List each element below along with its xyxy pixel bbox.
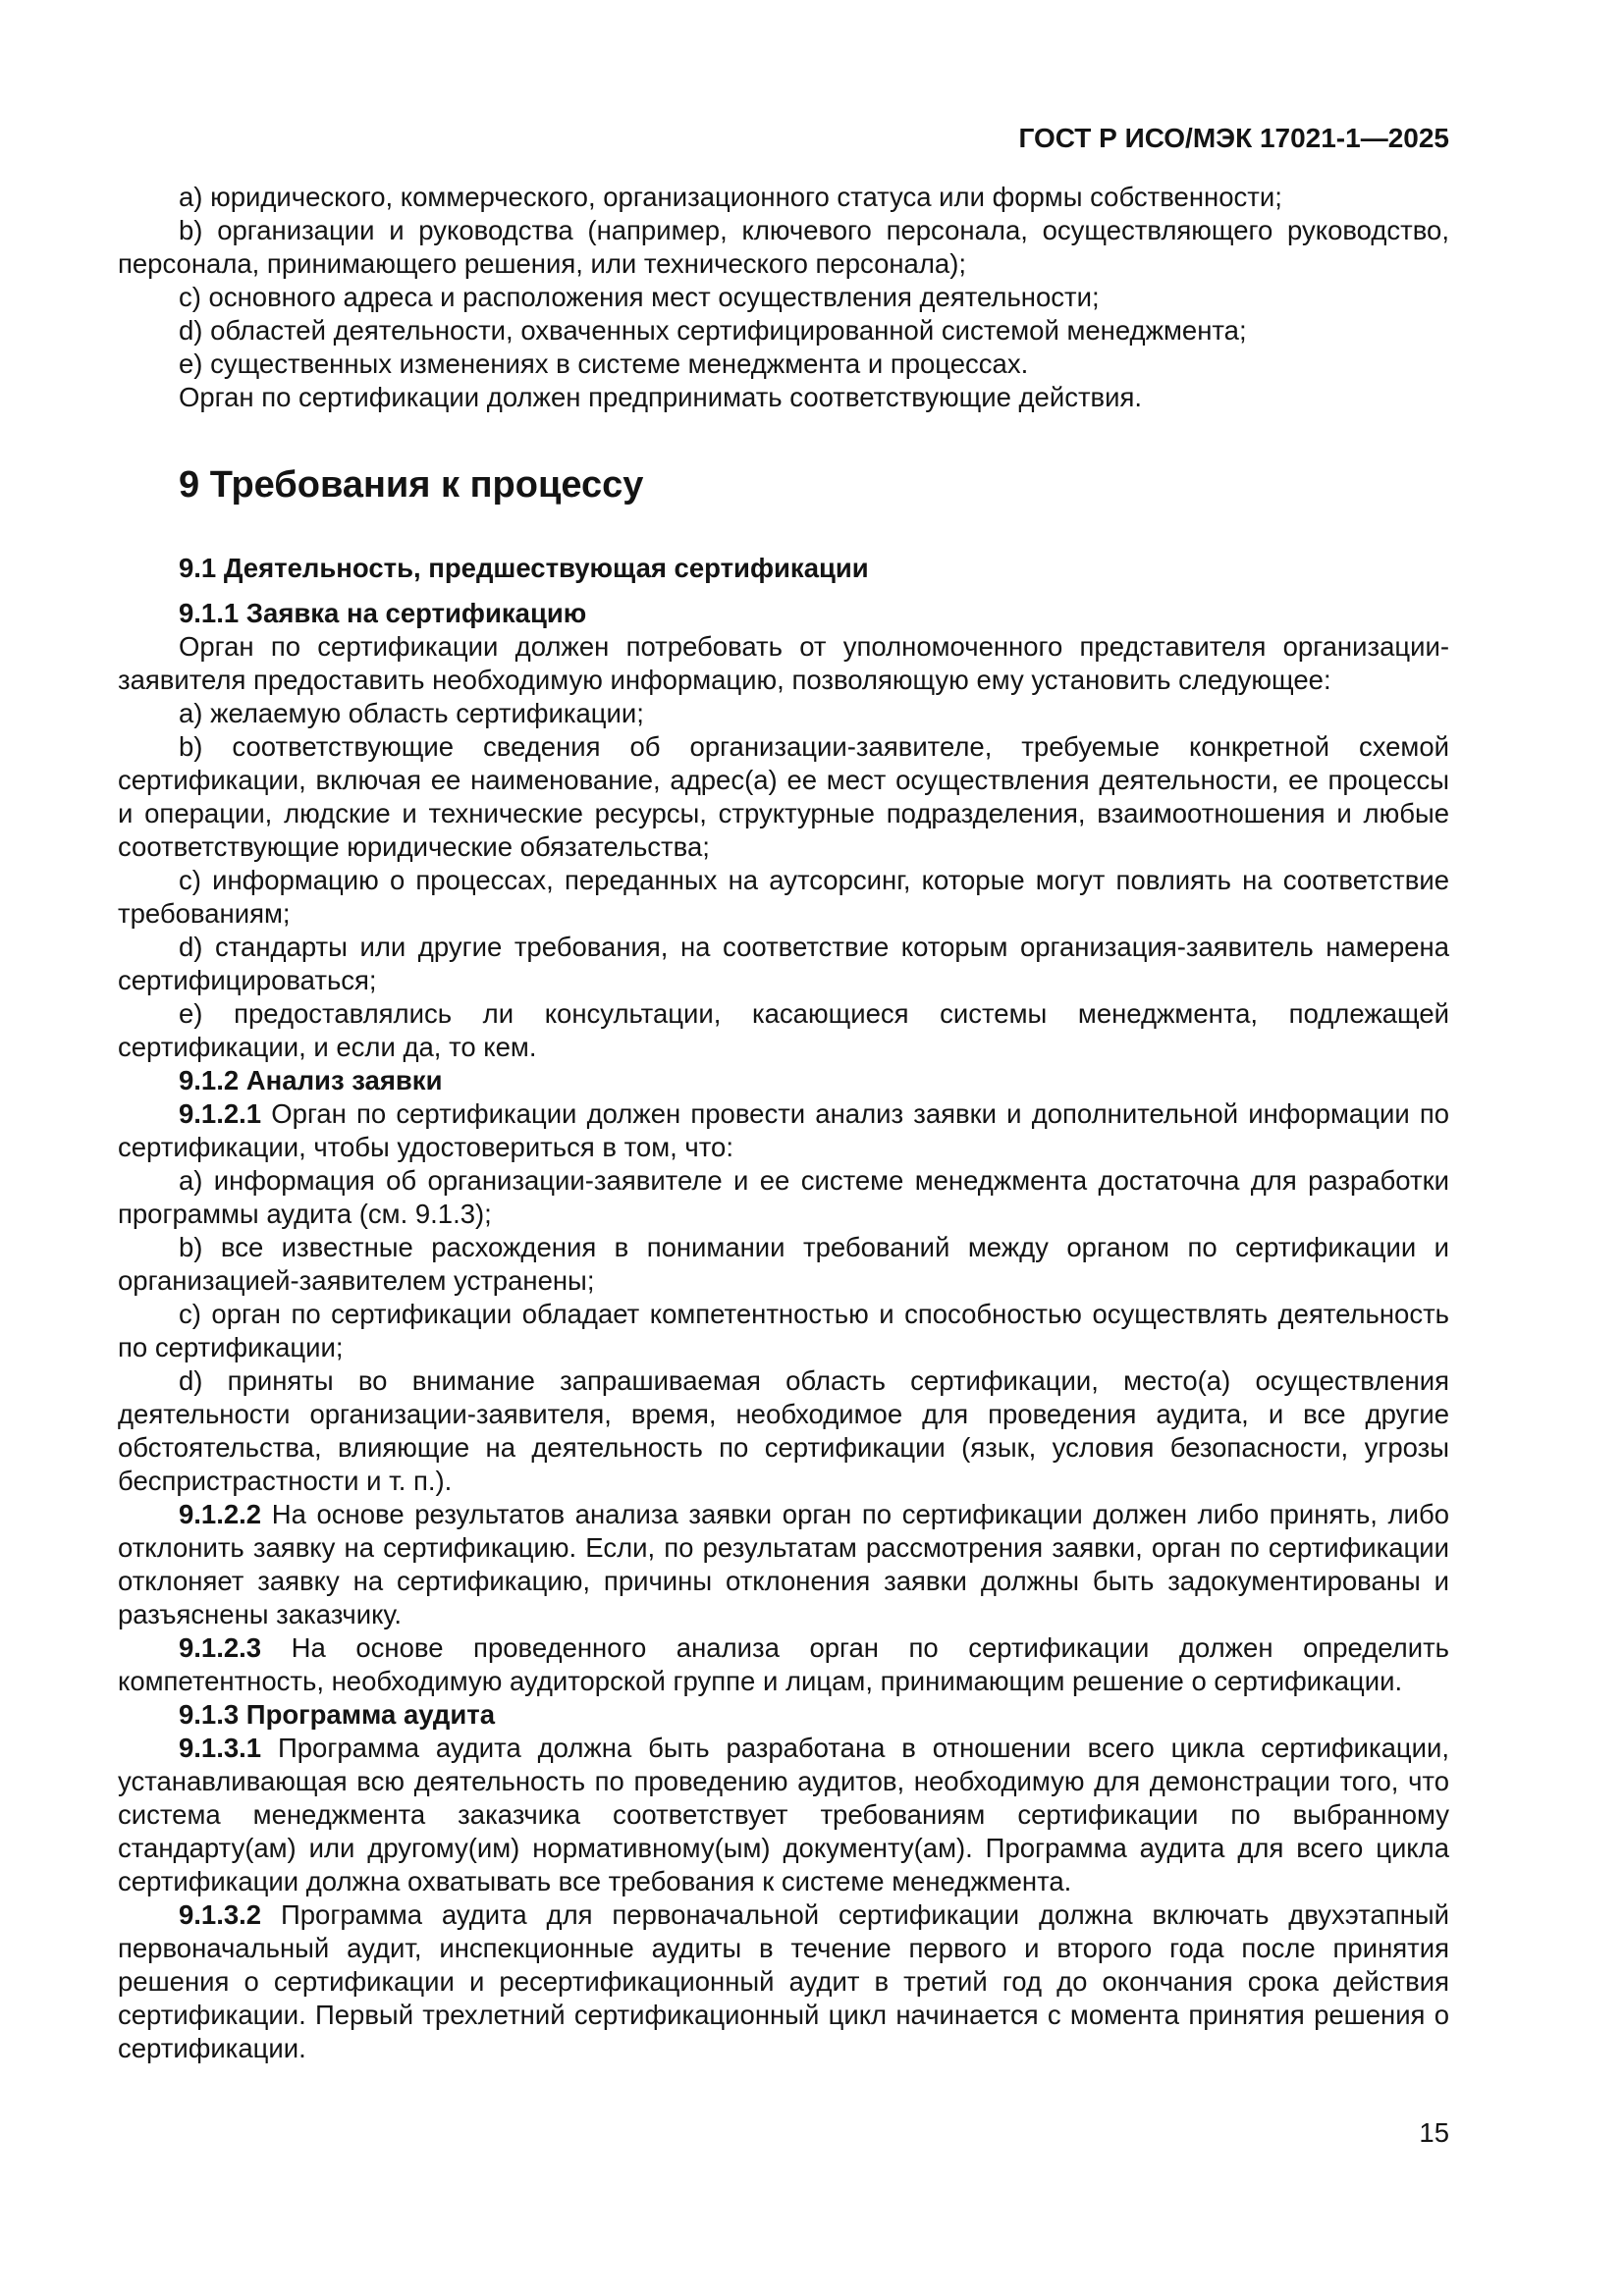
paragraph: Орган по сертификации должен предпринимать соответствующие действия. (179, 382, 1143, 412)
clause-number: 9.1.3.1 (179, 1733, 262, 1763)
list-item: b) соответствующие сведения об организации-заявителе, требуемые конкретной схемой сертификации, включая ее наименование, адрес(а) ее мест осуществления деятельности, ее процессы и операции, людские и технические ресурсы, структурные подразделения, взаимоотношения и любые соответствующие юридические обязательства; (118, 731, 1449, 862)
subsection-heading: 9.1 Деятельность, предшествующая сертификации (179, 553, 869, 583)
paragraph: Орган по сертификации должен потребовать от уполномоченного представителя организации-заявителя предоставить необходимую информацию, позволяющую ему установить следующее: (118, 631, 1449, 695)
list-item: е) предоставлялись ли консультации, касающиеся системы менеджмента, подлежащей сертификации, и если да, то кем. (118, 998, 1449, 1062)
clause-paragraph (118, 1732, 1449, 1898)
clause-number: 9.1.3.2 (179, 1899, 262, 1930)
list-item: d) стандарты или другие требования, на соответствие которым организация-заявитель намерена сертифицироваться; (118, 932, 1449, 995)
clause-text: Орган по сертификации должен провести анализ заявки и дополнительной информации по сертификации, чтобы удостовериться в том, что: (118, 1098, 1450, 1162)
clause-paragraph (118, 1631, 1449, 1698)
clause-heading: 9.1.3 Программа аудита (179, 1699, 495, 1730)
clause-paragraph (118, 1898, 1449, 2065)
list-item: а) информация об организации-заявителе и ее системе менеджмента достаточна для разработки программы аудита (см. 9.1.3); (118, 1165, 1449, 1229)
list-item: b) организации и руководства (например, ключевого персонала, осуществляющего руководство, персонала, принимающего решения, или технического персонала); (118, 215, 1449, 279)
list-item: а) юридического, коммерческого, организационного статуса или формы собственности; (179, 182, 1282, 212)
clause-heading: 9.1.2 Анализ заявки (179, 1065, 443, 1095)
clause-paragraph (118, 1097, 1449, 1164)
clause-number: 9.1.2.2 (179, 1499, 262, 1529)
clause-heading: 9.1.1 Заявка на сертификацию (179, 598, 587, 628)
list-item: c) информацию о процессах, переданных на аутсорсинг, которые могут повлиять на соответствие требованиям; (118, 865, 1449, 929)
clause-text: Программа аудита должна быть разработана в отношении всего цикла сертификации, устанавливающая всю деятельность по проведению аудитов, необходимую для демонстрации того, что система менеджмента заказчика соответствует требованиям сертификации по выбранному стандарту(ам) или другому(им) нормативному(ым) документу(ам). Программа аудита для всего цикла сертификации должна охватывать все требования к системе менеджмента. (118, 1733, 1450, 1896)
list-item: c) основного адреса и расположения мест осуществления деятельности; (179, 282, 1100, 312)
list-item: c) орган по сертификации обладает компетентностью и способностью осуществлять деятельность по сертификации; (118, 1299, 1449, 1362)
list-item: d) областей деятельности, охваченных сертифицированной системой менеджмента; (179, 315, 1247, 346)
list-item: d) приняты во внимание запрашиваемая область сертификации, место(а) осуществления деятельности организации-заявителя, время, необходимое для проведения аудита, и все другие обстоятельства, влияющие на деятельность по сертификации (язык, условия безопасности, угрозы беспристрастности и т. п.). (118, 1365, 1449, 1496)
clause-number: 9.1.2.1 (179, 1098, 262, 1129)
clause-number: 9.1.2.3 (179, 1632, 262, 1663)
list-item: е) существенных изменениях в системе менеджмента и процессах. (179, 348, 1029, 379)
clause-text: На основе проведенного анализа орган по сертификации должен определить компетентность, необходимую аудиторской группе и лицам, принимающим решение о сертификации. (118, 1632, 1450, 1696)
running-header: ГОСТ Р ИСО/МЭК 17021-1—2025 (1018, 123, 1449, 153)
clause-text: Программа аудита для первоначальной сертификации должна включать двухэтапный первоначальный аудит, инспекционные аудиты в течение первого и второго года после принятия решения о сертификации и ресертификационный аудит в третий год до окончания срока действия сертификации. Первый трехлетний сертификационный цикл начинается с момента принятия решения о сертификации. (118, 1899, 1450, 2063)
section-heading: 9 Требования к процессу (179, 464, 644, 506)
clause-text: На основе результатов анализа заявки орган по сертификации должен либо принять, либо отклонить заявку на сертификацию. Если, по результатам рассмотрения заявки, орган по сертификации отклоняет заявку на сертификацию, причины отклонения заявки должны быть задокументированы и разъяснены заказчику. (118, 1499, 1449, 1629)
list-item: а) желаемую область сертификации; (179, 698, 644, 728)
clause-paragraph (118, 1498, 1449, 1631)
list-item: b) все известные расхождения в понимании требований между органом по сертификации и организацией-заявителем устранены; (118, 1232, 1449, 1296)
page-number: 15 (1419, 2117, 1449, 2148)
